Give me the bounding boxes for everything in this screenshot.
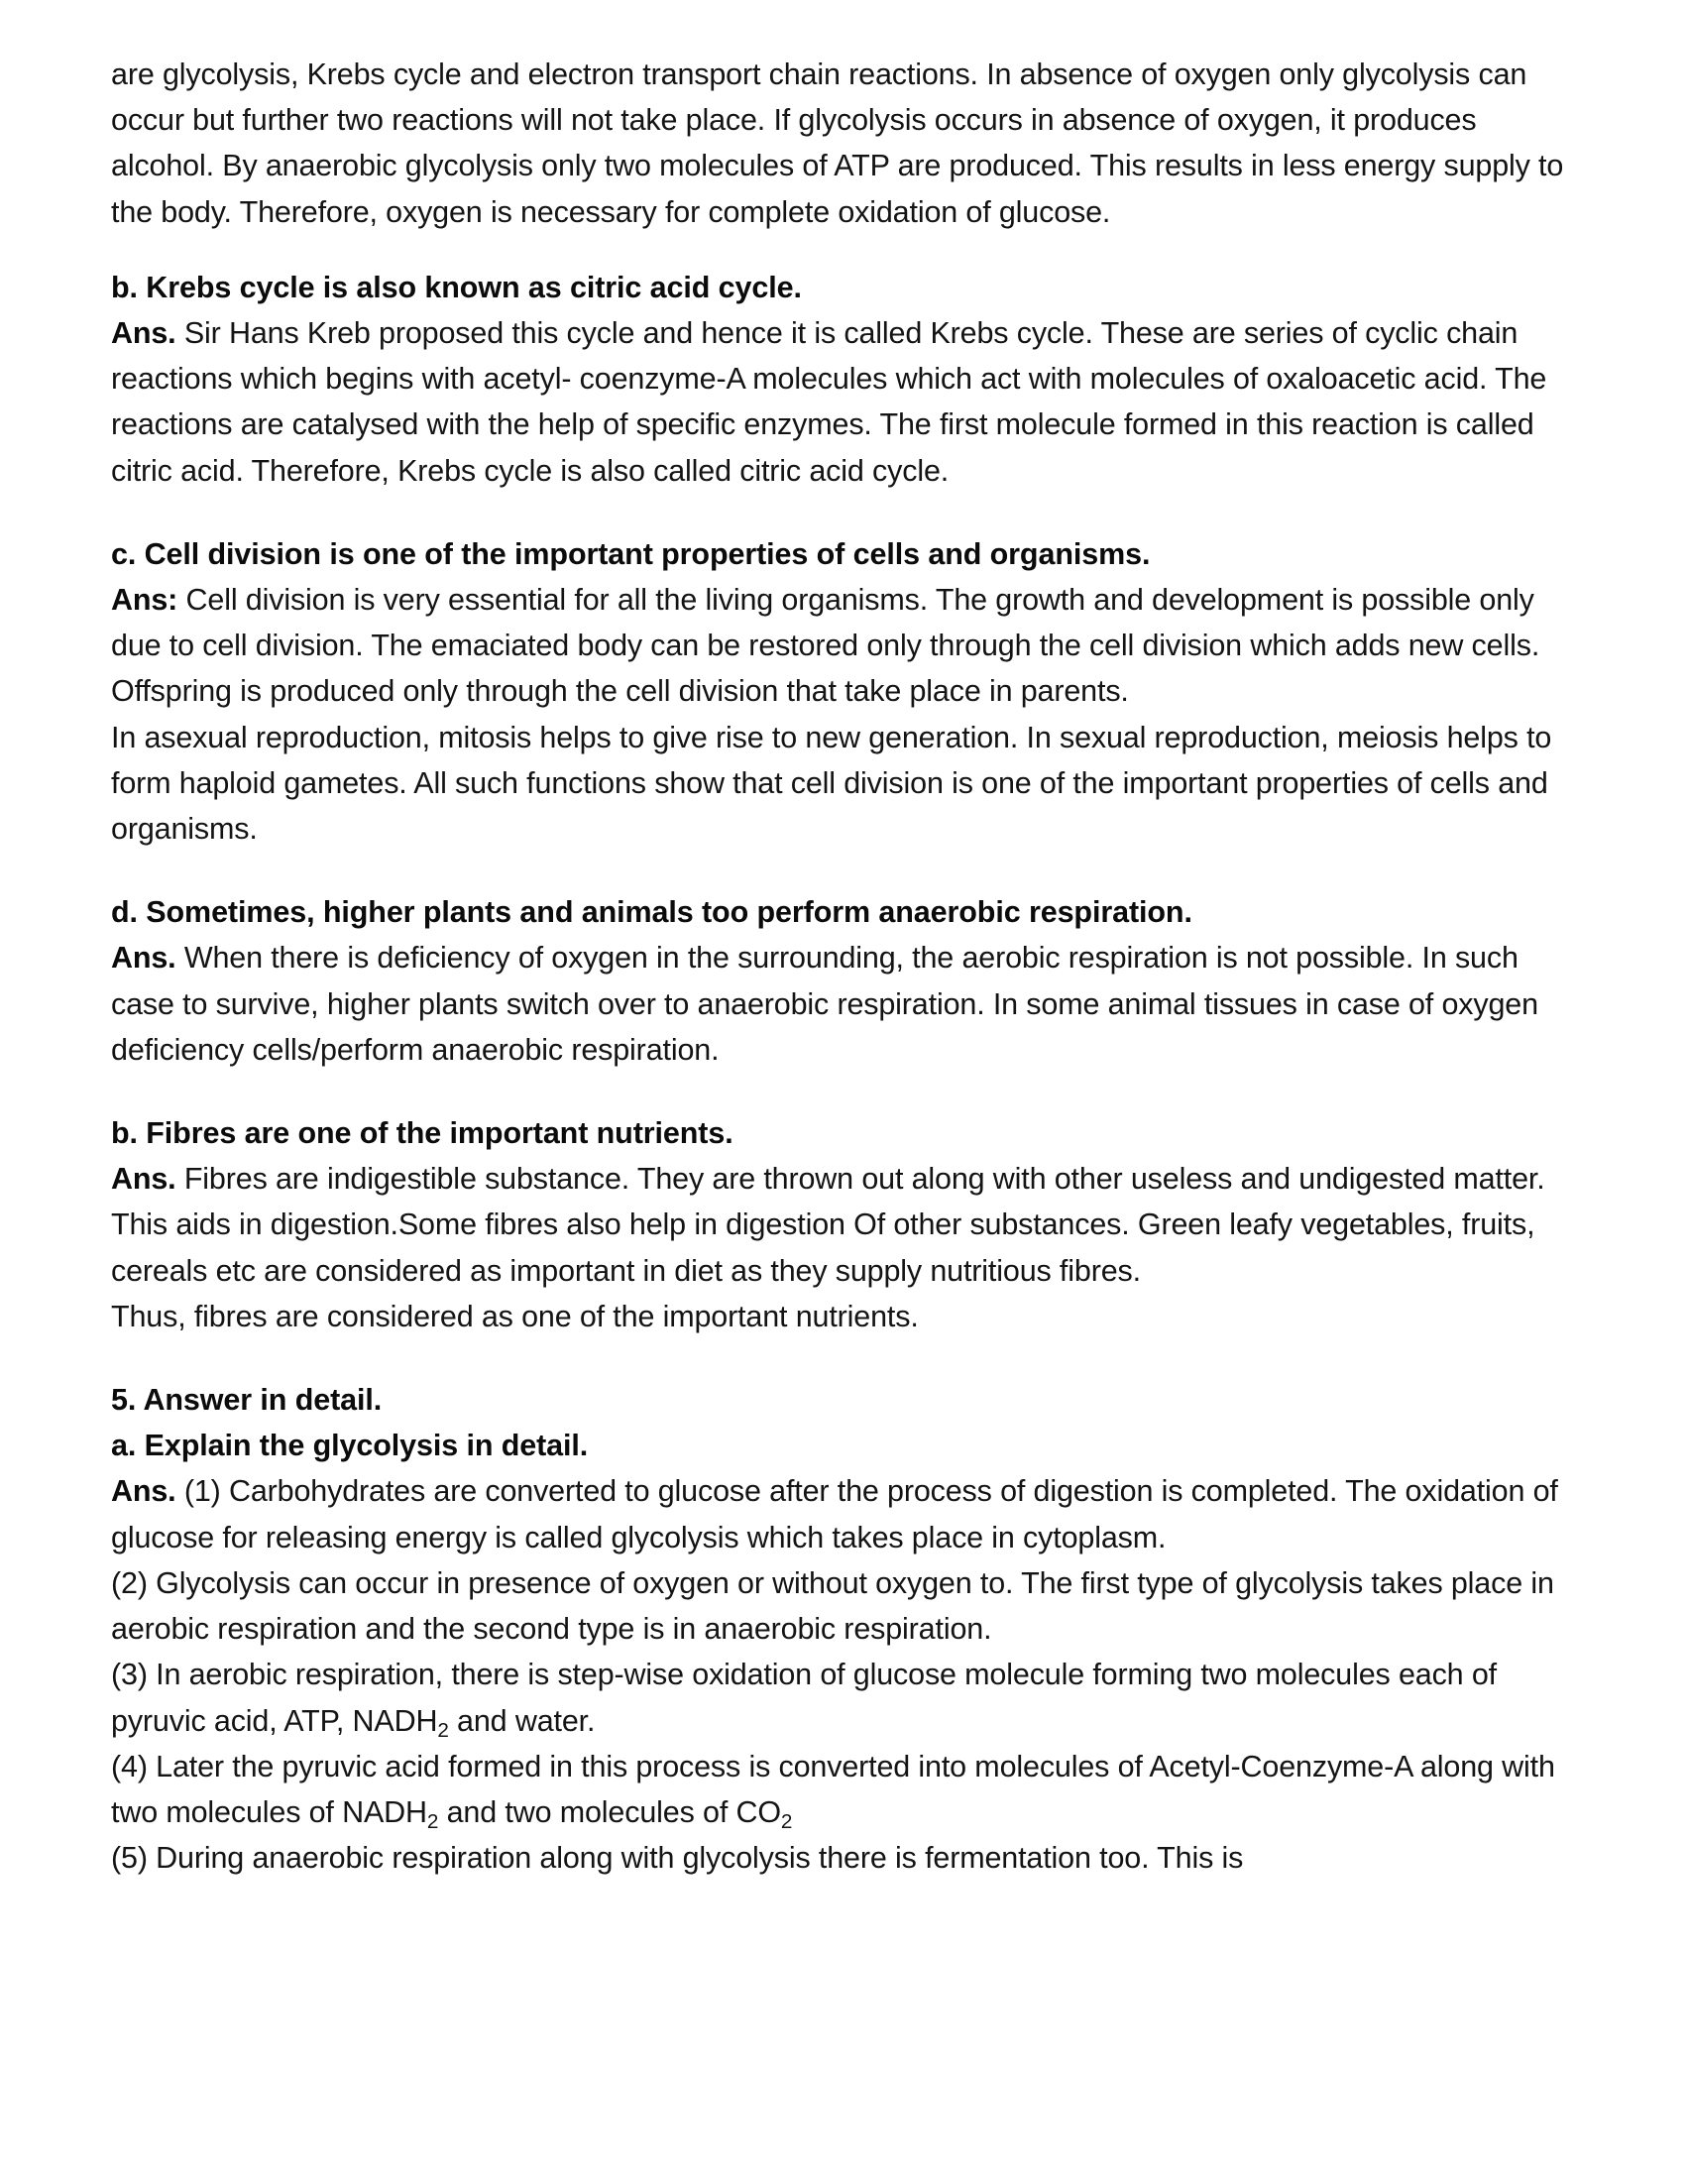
question-heading-c-cell-division: c. Cell division is one of the important properties of cells and organisms.: [111, 536, 1151, 571]
question-heading-d-anaerobic-respiration: d. Sometimes, higher plants and animals too perform anaerobic respiration.: [111, 895, 1192, 930]
answer-label: Ans.: [111, 1474, 176, 1509]
document-body: [111, 52, 1568, 1881]
point-4-text-part-2: and two molecules of CO: [438, 1794, 781, 1829]
answer-b-fibres: [111, 1156, 1568, 1294]
question-heading-b-krebs-cycle: b. Krebs cycle is also known as citric acid cycle.: [111, 270, 802, 304]
subscript-nadh2: 2: [437, 1718, 449, 1742]
answer-b-fibres-conclusion: Thus, fibres are considered as one of the important nutrients.: [111, 1299, 919, 1333]
answer-label: Ans.: [111, 316, 176, 351]
spacer: [111, 1339, 1568, 1377]
spacer: [111, 494, 1568, 531]
answer-label: Ans.: [111, 1162, 176, 1197]
answer-c-cell-division-continued: In asexual reproduction, mitosis helps to give rise to new generation. In sexual reproduction, meiosis helps to form haploid gametes. All such functions show that cell division is one of the important properties of cells and organisms.: [111, 720, 1552, 847]
answer-text: Sir Hans Kreb proposed this cycle and hence it is called Krebs cycle. These are series of cyclic chain reactions which begins with acetyl- coenzyme-A molecules which act with molecules of oxaloacetic acid. The reactions are catalysed with the help of specific enzymes. The first molecule formed in this reaction is called citric acid. Therefore, Krebs cycle is also called citric acid cycle.: [111, 316, 1547, 488]
spacer: [111, 235, 1568, 265]
answer-5a-point-4: [111, 1744, 1568, 1835]
answer-label: Ans.: [111, 941, 176, 976]
answer-label: Ans:: [111, 583, 178, 618]
point-4-text-part-1: (4) Later the pyruvic acid formed in this process is converted into molecules of Acetyl-Coenzyme-A along with two molecules of NADH: [111, 1749, 1555, 1829]
answer-b-krebs-cycle: [111, 310, 1568, 494]
answer-text: (1) Carbohydrates are converted to glucose after the process of digestion is completed. The oxidation of glucose for releasing energy is called glycolysis which takes place in cytoplasm.: [111, 1474, 1558, 1554]
question-heading-b-fibres: b. Fibres are one of the important nutrients.: [111, 1116, 733, 1151]
point-3-text-part-1: (3) In aerobic respiration, there is step-wise oxidation of glucose molecule forming two molecules each of pyruvic acid, ATP, NADH: [111, 1658, 1497, 1738]
answer-5a-point-3: [111, 1652, 1568, 1743]
section-heading-question-5: 5. Answer in detail.: [111, 1383, 383, 1418]
answer-c-cell-division: [111, 577, 1568, 715]
question-heading-5a-glycolysis: a. Explain the glycolysis in detail.: [111, 1429, 589, 1463]
answer-5a-point-2: (2) Glycolysis can occur in presence of oxygen or without oxygen to. The first type of glycolysis takes place in aerobic respiration and the second type is in anaerobic respiration.: [111, 1565, 1554, 1647]
answer-text: Fibres are indigestible substance. They are thrown out along with other useless and undigested matter. This aids in digestion.Some fibres also help in digestion Of other substances. Green leafy vegetables, fruits, cereals etc are considered as important in diet as they supply nutritious fibres.: [111, 1162, 1545, 1288]
answer-5a-point-5: (5) During anaerobic respiration along with glycolysis there is fermentation too. This is: [111, 1841, 1244, 1876]
answer-5a-point-1: [111, 1468, 1568, 1559]
spacer: [111, 1073, 1568, 1110]
spacer: [111, 852, 1568, 889]
answer-text: Cell division is very essential for all the living organisms. The growth and development is possible only due to cell division. The emaciated body can be restored only through the cell division which adds new cells. Offspring is produced only through the cell division that take place in parents.: [111, 583, 1540, 709]
subscript-co2: 2: [780, 1809, 793, 1833]
answer-text: When there is deficiency of oxygen in the surrounding, the aerobic respiration is not possible. In such case to survive, higher plants switch over to anaerobic respiration. In some animal tissues in case of oxygen deficiency cells/perform anaerobic respiration.: [111, 941, 1538, 1067]
subscript-nadh2: 2: [426, 1809, 439, 1833]
answer-d-anaerobic-respiration: [111, 935, 1568, 1073]
paragraph-continued-respiration: are glycolysis, Krebs cycle and electron transport chain reactions. In absence of oxygen only glycolysis can occur but further two reactions will not take place. If glycolysis occurs in absence of oxygen, it produces alcohol. By anaerobic glycolysis only two molecules of ATP are produced. This results in less energy supply to the body. Therefore, oxygen is necessary for complete oxidation of glucose.: [111, 57, 1564, 229]
point-3-text-part-2: and water.: [448, 1703, 596, 1738]
